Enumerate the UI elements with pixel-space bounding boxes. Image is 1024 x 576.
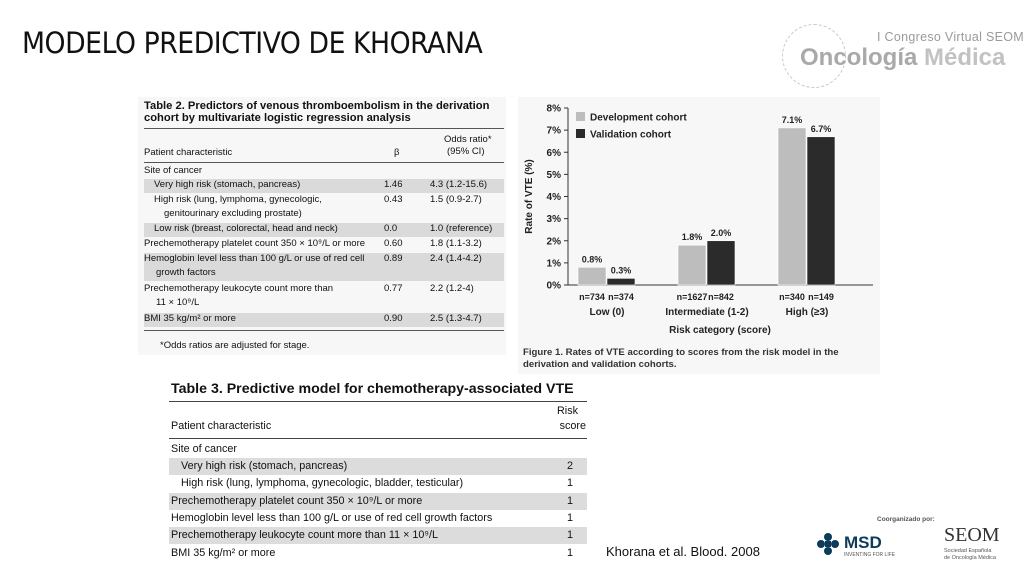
y-tick-label: 8% [546,103,561,115]
cell-score: 1 [566,547,573,559]
logo-word-oncologia: Oncología [800,44,918,71]
seom-sub-line2: de Oncología Médica [944,554,996,561]
page-title: MODELO PREDICTIVO DE KHORANA [22,26,483,60]
seom-name: SEOM [944,524,1000,546]
cell-beta: 0.77 [384,283,403,294]
cell-score: 1 [566,495,573,507]
bar-value-label: 7.1% [781,114,803,125]
table-row [169,458,587,475]
y-tick-label: 3% [546,214,561,226]
y-axis-title: Rate of VTE (%) [524,159,535,234]
bar-validation [607,278,635,285]
citation: Khorana et al. Blood. 2008 [606,544,760,559]
bar-development [678,245,706,285]
legend-label: Validation cohort [590,129,672,141]
table-rule [144,128,504,129]
bar-validation [707,241,735,285]
table-2-footnote: *Odds ratios are adjusted for stage. [160,340,310,351]
table-2-title: Table 2. Predictors of venous thromboembolism in the derivation cohort by multivariate logistic regression analysis [144,100,490,124]
bar-validation [807,137,835,285]
y-tick-label: 2% [546,236,561,248]
table-rule [144,330,504,331]
cell-or: 2.4 (1.4-4.2) [430,253,482,264]
bar-n-label: n=734 [579,292,605,302]
table-row [169,527,587,544]
header-or-2: (95% CI) [447,146,485,157]
legend-swatch [576,129,585,138]
table-row [169,441,587,458]
bar-value-label: 0.3% [610,265,632,276]
x-tick-label: Intermediate (1-2) [665,307,749,318]
cell-or: 1.0 (reference) [430,223,493,234]
y-tick-label: 0% [546,280,561,292]
bar-n-label: n=340 [779,292,805,302]
bar-n-label: n=1627 [676,292,708,302]
legend-swatch [576,112,585,121]
table-rule [169,438,587,439]
x-tick-label: Low (0) [589,307,625,318]
cell-label-cont: growth factors [156,267,216,278]
cell-label: High risk (lung, lymphoma, gynecologic, [154,194,322,205]
y-tick-label: 1% [546,258,561,270]
coorganized-label: Coorganizado por: [877,516,935,523]
msd-name: MSD [844,533,882,552]
cell-beta: 0.89 [384,253,403,264]
cell-label: Prechemotherapy platelet count 350 × 10⁹/L or more [144,238,366,249]
cell-label-cont: genitourinary excluding prostate) [164,208,302,219]
cell-score: 1 [566,477,573,489]
chart-svg [518,97,880,347]
header-characteristic: Patient characteristic [171,420,272,432]
table-3-title: Table 3. Predictive model for chemotherapy-associated VTE [171,381,574,397]
table-2-header [144,133,504,163]
cell-label: BMI 35 kg/m² or more [171,547,276,559]
table-2 [138,97,506,355]
cell-score: 1 [566,529,573,541]
congress-name: I Congreso Virtual SEOM [877,30,1024,44]
table-row [169,475,587,492]
msd-tagline: INVENTING FOR LIFE [844,552,896,558]
cell-or: 2.5 (1.3-4.7) [430,313,482,324]
cell-beta: 0.90 [384,313,403,324]
cell-beta: 0.43 [384,194,403,205]
cell-or: 1.5 (0.9-2.7) [430,194,482,205]
logo-word-medica: Médica [924,44,1006,71]
cell-label: Prechemotherapy leukocyte count more than 11 × 10⁹/L [171,529,439,541]
bar-value-label: 2.0% [710,227,732,238]
table-row [144,165,504,179]
table-3 [166,380,590,566]
cell-label: Low risk (breast, colorectal, head and neck) [154,223,338,234]
cell-label: Prechemotherapy platelet count 350 × 10⁹/L or more [171,495,423,507]
cell-label-cont: 11 × 10⁹/L [156,297,200,308]
cell-label: High risk (lung, lymphoma, gynecologic, bladder, testicular) [181,477,464,489]
cell-beta: 1.46 [384,179,403,190]
x-tick-label: High (≥3) [785,307,829,318]
cell-label: Very high risk (stomach, pancreas) [154,179,301,190]
table-row [144,179,504,193]
bar-development [778,128,806,285]
header-risk: Risk [557,405,578,417]
cell-or: 1.8 (1.1-3.2) [430,238,482,249]
header-beta: β [394,147,400,158]
header-score: score [559,420,586,432]
legend-label: Development cohort [590,112,687,124]
vte-rate-chart [518,97,880,374]
table-row [169,510,587,527]
bar-value-label: 0.8% [581,254,603,265]
cell-label: Hemoglobin level less than 100 g/L or use of red cell [144,253,365,264]
header-or-1: Odds ratio* [444,134,492,145]
table-row [144,238,504,252]
table-row [169,493,587,510]
bar-value-label: 1.8% [681,232,703,243]
cell-label: Very high risk (stomach, pancreas) [181,460,348,472]
cell-label: Site of cancer [171,443,238,455]
table-row [144,253,504,281]
cell-label: Site of cancer [144,165,203,176]
bar-n-label: n=374 [608,292,634,302]
table-rule [144,162,504,163]
bar-development [578,267,606,285]
table-row [144,194,504,222]
table-row [169,545,587,562]
cell-beta: 0.60 [384,238,403,249]
bar-n-label: n=842 [708,292,734,302]
y-tick-label: 7% [546,125,561,137]
table-row [144,223,504,237]
seom-sub-line1: Sociedad Española [944,548,992,554]
seom-subtitle [944,548,1014,561]
cell-score: 1 [566,512,573,524]
cell-or: 4.3 (1.2-15.6) [430,179,488,190]
cell-or: 2.2 (1.2-4) [430,283,474,294]
y-tick-label: 5% [546,169,561,181]
header-characteristic: Patient characteristic [144,147,233,158]
y-tick-label: 4% [546,192,561,203]
bar-n-label: n=149 [808,292,834,302]
cell-score: 2 [566,460,573,472]
x-axis-title: Risk category (score) [669,325,771,336]
cell-beta: 0.0 [384,223,398,234]
y-tick-label: 6% [546,147,561,159]
table-row [144,313,504,327]
table-row [144,283,504,311]
msd-mark-icon [816,532,840,556]
logo-wordmark [800,44,1005,72]
cell-label: Hemoglobin level less than 100 g/L or use of red cell growth factors [171,512,493,524]
bar-value-label: 6.7% [810,123,832,134]
table-rule [169,401,587,402]
seom-logo [944,524,1016,568]
cell-label: Prechemotherapy leukocyte count more than [144,283,334,294]
cell-label: BMI 35 kg/m² or more [144,313,236,324]
congress-logo [782,22,1024,86]
msd-logo [816,530,898,560]
chart-caption: Figure 1. Rates of VTE according to scores from the risk model in the derivation and validation cohorts. [523,347,839,370]
